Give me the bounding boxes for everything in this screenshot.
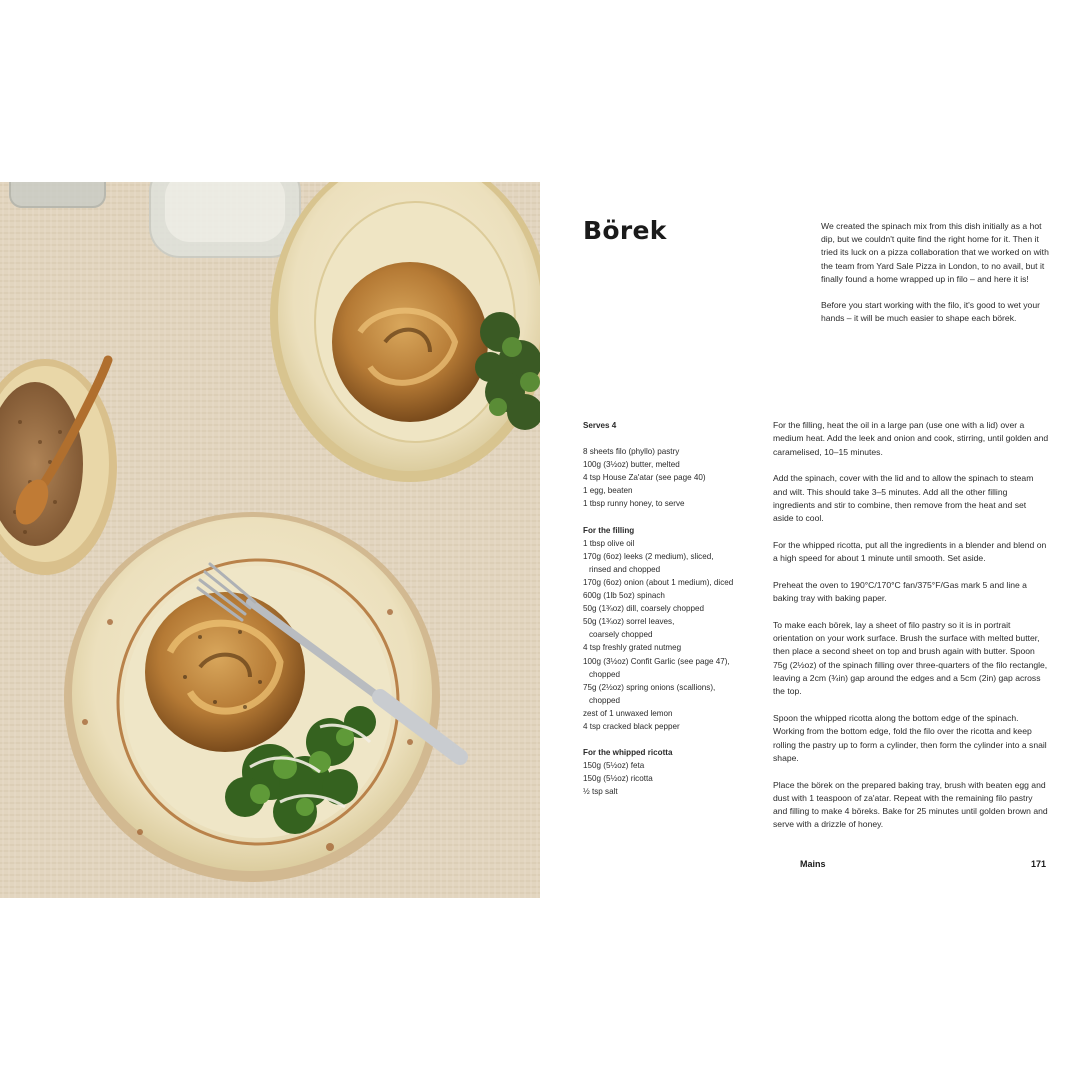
ingredient-item: 50g (1¾oz) sorrel leaves, (583, 617, 675, 627)
intro-paragraph: We created the spinach mix from this dish initially as a hot dip, but we couldn't quite find the right home for it. Then it tried its luck on a pizza collaboration that we worked on with the team from Yard Sale Pizza in London, to no avail, but it finally found a home wrapped up in filo – and here it is! (821, 221, 1049, 284)
ingredient-item: rinsed and chopped (589, 564, 661, 574)
ingredient-item: chopped (589, 669, 621, 679)
ingredient-item: 1 egg, beaten (583, 486, 633, 496)
recipe-intro (821, 220, 1049, 338)
ingredient-item: 1 tbsp runny honey, to serve (583, 499, 685, 509)
method-step: For the whipped ricotta, put all the ingredients in a blender and blend on a high speed for about 1 minute until smooth. Set aside. (773, 539, 1047, 564)
ingredient-item: coarsely chopped (589, 630, 653, 640)
method-step: Preheat the oven to 190°C/170°C fan/375°F/Gas mark 5 and line a baking tray with baking paper. (773, 579, 1027, 604)
ingredients-list (583, 419, 761, 798)
ingredient-item: 170g (6oz) onion (about 1 medium), diced (583, 577, 734, 587)
ingredient-item: zest of 1 unwaxed lemon (583, 708, 673, 718)
ingredient-item: 4 tsp cracked black pepper (583, 721, 680, 731)
ingredient-item: 100g (3½oz) Confit Garlic (see page 47), (583, 656, 730, 666)
ingredient-item: 50g (1¾oz) dill, coarsely chopped (583, 604, 705, 614)
ingredient-item: 600g (1lb 5oz) spinach (583, 591, 665, 601)
page-number: 171 (1031, 859, 1047, 869)
serves-heading: Serves 4 (583, 421, 617, 430)
ingredient-item: 75g (2½oz) spring onions (scallions), (583, 682, 716, 692)
ingredient-item: 170g (6oz) leeks (2 medium), sliced, (583, 551, 714, 561)
method-step: Place the börek on the prepared baking tray, brush with beaten egg and dust with 1 teaspoon of za'atar. Repeat with the remaining filo pastry and filling to make 4 böreks. Bake for 25 minutes until golden brown and serve with a drizzle of honey. (773, 779, 1048, 830)
ingredient-item: chopped (589, 695, 621, 705)
method-step: Spoon the whipped ricotta along the bottom edge of the spinach. Working from the bottom edge, fold the filo over the ricotta and keep rolling the pastry up to form a cylinder, then form the cylinder into a snail shape. (773, 713, 1047, 763)
section-label: Mains (800, 859, 826, 869)
ingredient-item: 1 tbsp olive oil (583, 538, 635, 548)
ingredient-item: 8 sheets filo (phyllo) pastry (583, 447, 680, 457)
method-step: To make each börek, lay a sheet of filo pastry so it is in portrait orientation on your work surface. Brush the surface with melted butter, then place a second sheet on top and brush again with butter. Spoon 75g (2½oz) of the spinach filling over three-quarters of the filo rectangle, leaving a 2cm (¾in) gap around the edges and a 5cm (2in) gap across the top. (773, 619, 1048, 697)
ingredient-item: 4 tsp House Za'atar (see page 40) (583, 473, 706, 483)
intro-paragraph: Before you start working with the filo, it's good to wet your hands – it will be much easier to shape each börek. (821, 300, 1040, 324)
ingredient-item: 150g (5½oz) ricotta (583, 774, 653, 784)
ricotta-heading: For the whipped ricotta (583, 748, 673, 758)
method-step: For the filling, heat the oil in a large pan (use one with a lid) over a medium heat. Add the leek and onion and cook, stirring, until golden and caramelised, 10–15 minutes. (773, 420, 1049, 457)
method-steps (773, 419, 1049, 845)
ingredient-item: 150g (5½oz) feta (583, 761, 645, 771)
ingredient-item: 100g (3½oz) butter, melted (583, 460, 680, 470)
recipe-title: Börek (583, 216, 667, 245)
ingredient-item: ½ tsp salt (583, 787, 618, 797)
filling-heading: For the filling (583, 525, 635, 535)
ingredient-item: 4 tsp freshly grated nutmeg (583, 643, 682, 653)
method-step: Add the spinach, cover with the lid and to allow the spinach to steam and wilt. This should take 3–5 minutes. Add all the other filling ingredients and stir to combine, then remove from the heat and set aside to cool. (773, 473, 1034, 524)
